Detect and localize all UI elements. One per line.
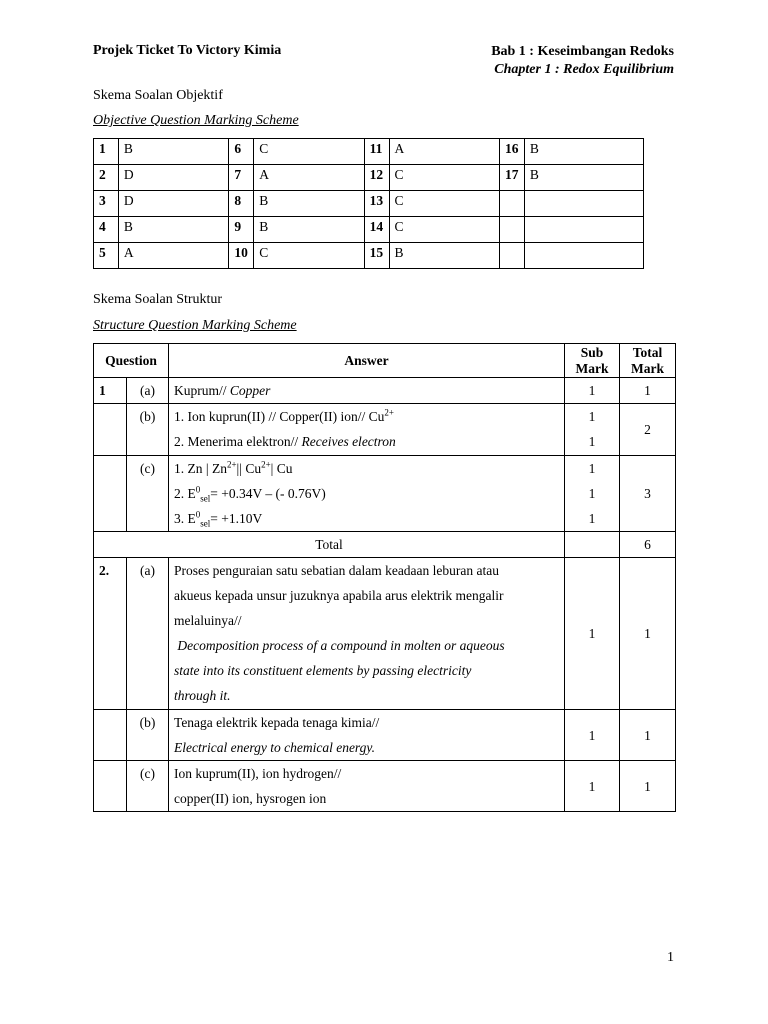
total-label: Total xyxy=(94,532,565,558)
total-mark: 3 xyxy=(620,456,676,532)
question-number: 12 xyxy=(364,165,389,191)
table-row-total xyxy=(94,532,676,558)
question-number xyxy=(499,191,524,217)
answer-letter: A xyxy=(254,165,364,191)
answer-letter xyxy=(524,191,643,217)
answer-letter: D xyxy=(118,191,228,217)
header-left-title: Projek Ticket To Victory Kimia xyxy=(93,43,282,58)
answer-letter: C xyxy=(389,165,499,191)
question-number: 15 xyxy=(364,243,389,269)
objective-answer-table xyxy=(93,138,644,269)
table-row xyxy=(94,378,676,404)
answer-cell: Ion kuprum(II), ion hydrogen// copper(II) ion, hysrogen ion xyxy=(169,761,565,812)
answer-letter: C xyxy=(389,217,499,243)
structure-marking-table xyxy=(93,343,676,812)
answer-letter xyxy=(524,217,643,243)
answer-letter xyxy=(524,243,643,269)
question-number: 16 xyxy=(499,139,524,165)
structure-title-ms: Skema Soalan Struktur xyxy=(93,292,223,307)
question-number: 2 xyxy=(94,165,119,191)
objective-title-en: Objective Question Marking Scheme xyxy=(93,113,299,128)
chapter-title-ms: Bab 1 : Keseimbangan Redoks xyxy=(491,44,674,59)
answer-letter: C xyxy=(254,139,364,165)
question-number: 3 xyxy=(94,191,119,217)
question-number: 13 xyxy=(364,191,389,217)
question-number: 1 xyxy=(94,378,127,404)
page-number: 1 xyxy=(667,950,674,965)
empty-cell xyxy=(94,710,127,761)
total-mark: 1 xyxy=(620,378,676,404)
question-number: 6 xyxy=(229,139,254,165)
table-row xyxy=(94,139,644,165)
total-value: 6 xyxy=(620,532,676,558)
header-total-mark: Total Mark xyxy=(620,344,676,378)
answer-letter: B xyxy=(118,139,228,165)
question-part: (b) xyxy=(127,710,169,761)
sub-mark: 1 xyxy=(565,558,620,710)
answer-letter: C xyxy=(254,243,364,269)
question-part: (c) xyxy=(127,761,169,812)
table-row xyxy=(94,761,676,812)
sub-mark: 1 xyxy=(565,761,620,812)
question-number: 4 xyxy=(94,217,119,243)
empty-cell xyxy=(94,761,127,812)
table-row xyxy=(94,165,644,191)
table-row xyxy=(94,404,676,456)
question-part: (c) xyxy=(127,456,169,532)
table-row xyxy=(94,710,676,761)
table-row xyxy=(94,558,676,710)
question-part: (a) xyxy=(127,558,169,710)
table-row xyxy=(94,243,644,269)
sub-mark: 1 xyxy=(565,710,620,761)
question-number: 5 xyxy=(94,243,119,269)
answer-cell: 1. Ion kuprun(II) // Copper(II) ion// $Cu^{2+}$ 2. Menerima elektron// Receives electron xyxy=(169,404,565,456)
question-number: 11 xyxy=(364,139,389,165)
answer-letter: A xyxy=(389,139,499,165)
answer-cell: Tenaga elektrik kepada tenaga kimia// Electrical energy to chemical energy. xyxy=(169,710,565,761)
structure-title-en: Structure Question Marking Scheme xyxy=(93,318,297,333)
question-number: 17 xyxy=(499,165,524,191)
answer-letter: D xyxy=(118,165,228,191)
empty-cell xyxy=(94,456,127,532)
answer-letter: B xyxy=(524,165,643,191)
answer-letter: A xyxy=(118,243,228,269)
answer-cell: Kuprum// Copper xyxy=(169,378,565,404)
table-row xyxy=(94,191,644,217)
question-part: (b) xyxy=(127,404,169,456)
table-row xyxy=(94,456,676,532)
answer-letter: B xyxy=(254,217,364,243)
sub-mark: 1 1 1 xyxy=(565,456,620,532)
question-number: 9 xyxy=(229,217,254,243)
answer-letter: C xyxy=(389,191,499,217)
question-number: 8 xyxy=(229,191,254,217)
objective-title-ms: Skema Soalan Objektif xyxy=(93,88,223,103)
sub-mark: 1 xyxy=(565,378,620,404)
answer-letter: B xyxy=(254,191,364,217)
answer-letter: B xyxy=(524,139,643,165)
answer-letter: B xyxy=(118,217,228,243)
total-mark: 1 xyxy=(620,710,676,761)
total-mark: 1 xyxy=(620,558,676,710)
question-number: 10 xyxy=(229,243,254,269)
answer-cell: Proses penguraian satu sebatian dalam keadaan leburan atau akueus kepada unsur juzuknya apabila arus elektrik mengalir melaluinya// Decomposition process of a compound in molten or aqueous state into its constituent elements by passing electricity through it. xyxy=(169,558,565,710)
empty-cell xyxy=(565,532,620,558)
question-number: 2. xyxy=(94,558,127,710)
total-mark: 2 xyxy=(620,404,676,456)
header-question: Question xyxy=(94,344,169,378)
answer-cell: 1. Zn | $Zn^{2+}||$ $Cu^{2+}|$ Cu 2. $E^0_{sel}= +0.34V$ – (- 0.76V) 3. $E^0_{sel}= +1.10V$ xyxy=(169,456,565,532)
table-row xyxy=(94,217,644,243)
answer-letter: B xyxy=(389,243,499,269)
chapter-title-en: Chapter 1 : Redox Equilibrium xyxy=(494,62,674,77)
header-answer: Answer xyxy=(169,344,565,378)
header-sub-mark: Sub Mark xyxy=(565,344,620,378)
empty-cell xyxy=(94,404,127,456)
sub-mark: 1 1 xyxy=(565,404,620,456)
question-part: (a) xyxy=(127,378,169,404)
question-number xyxy=(499,243,524,269)
question-number: 1 xyxy=(94,139,119,165)
question-number: 14 xyxy=(364,217,389,243)
header-right xyxy=(491,43,674,79)
question-number xyxy=(499,217,524,243)
total-mark: 1 xyxy=(620,761,676,812)
question-number: 7 xyxy=(229,165,254,191)
